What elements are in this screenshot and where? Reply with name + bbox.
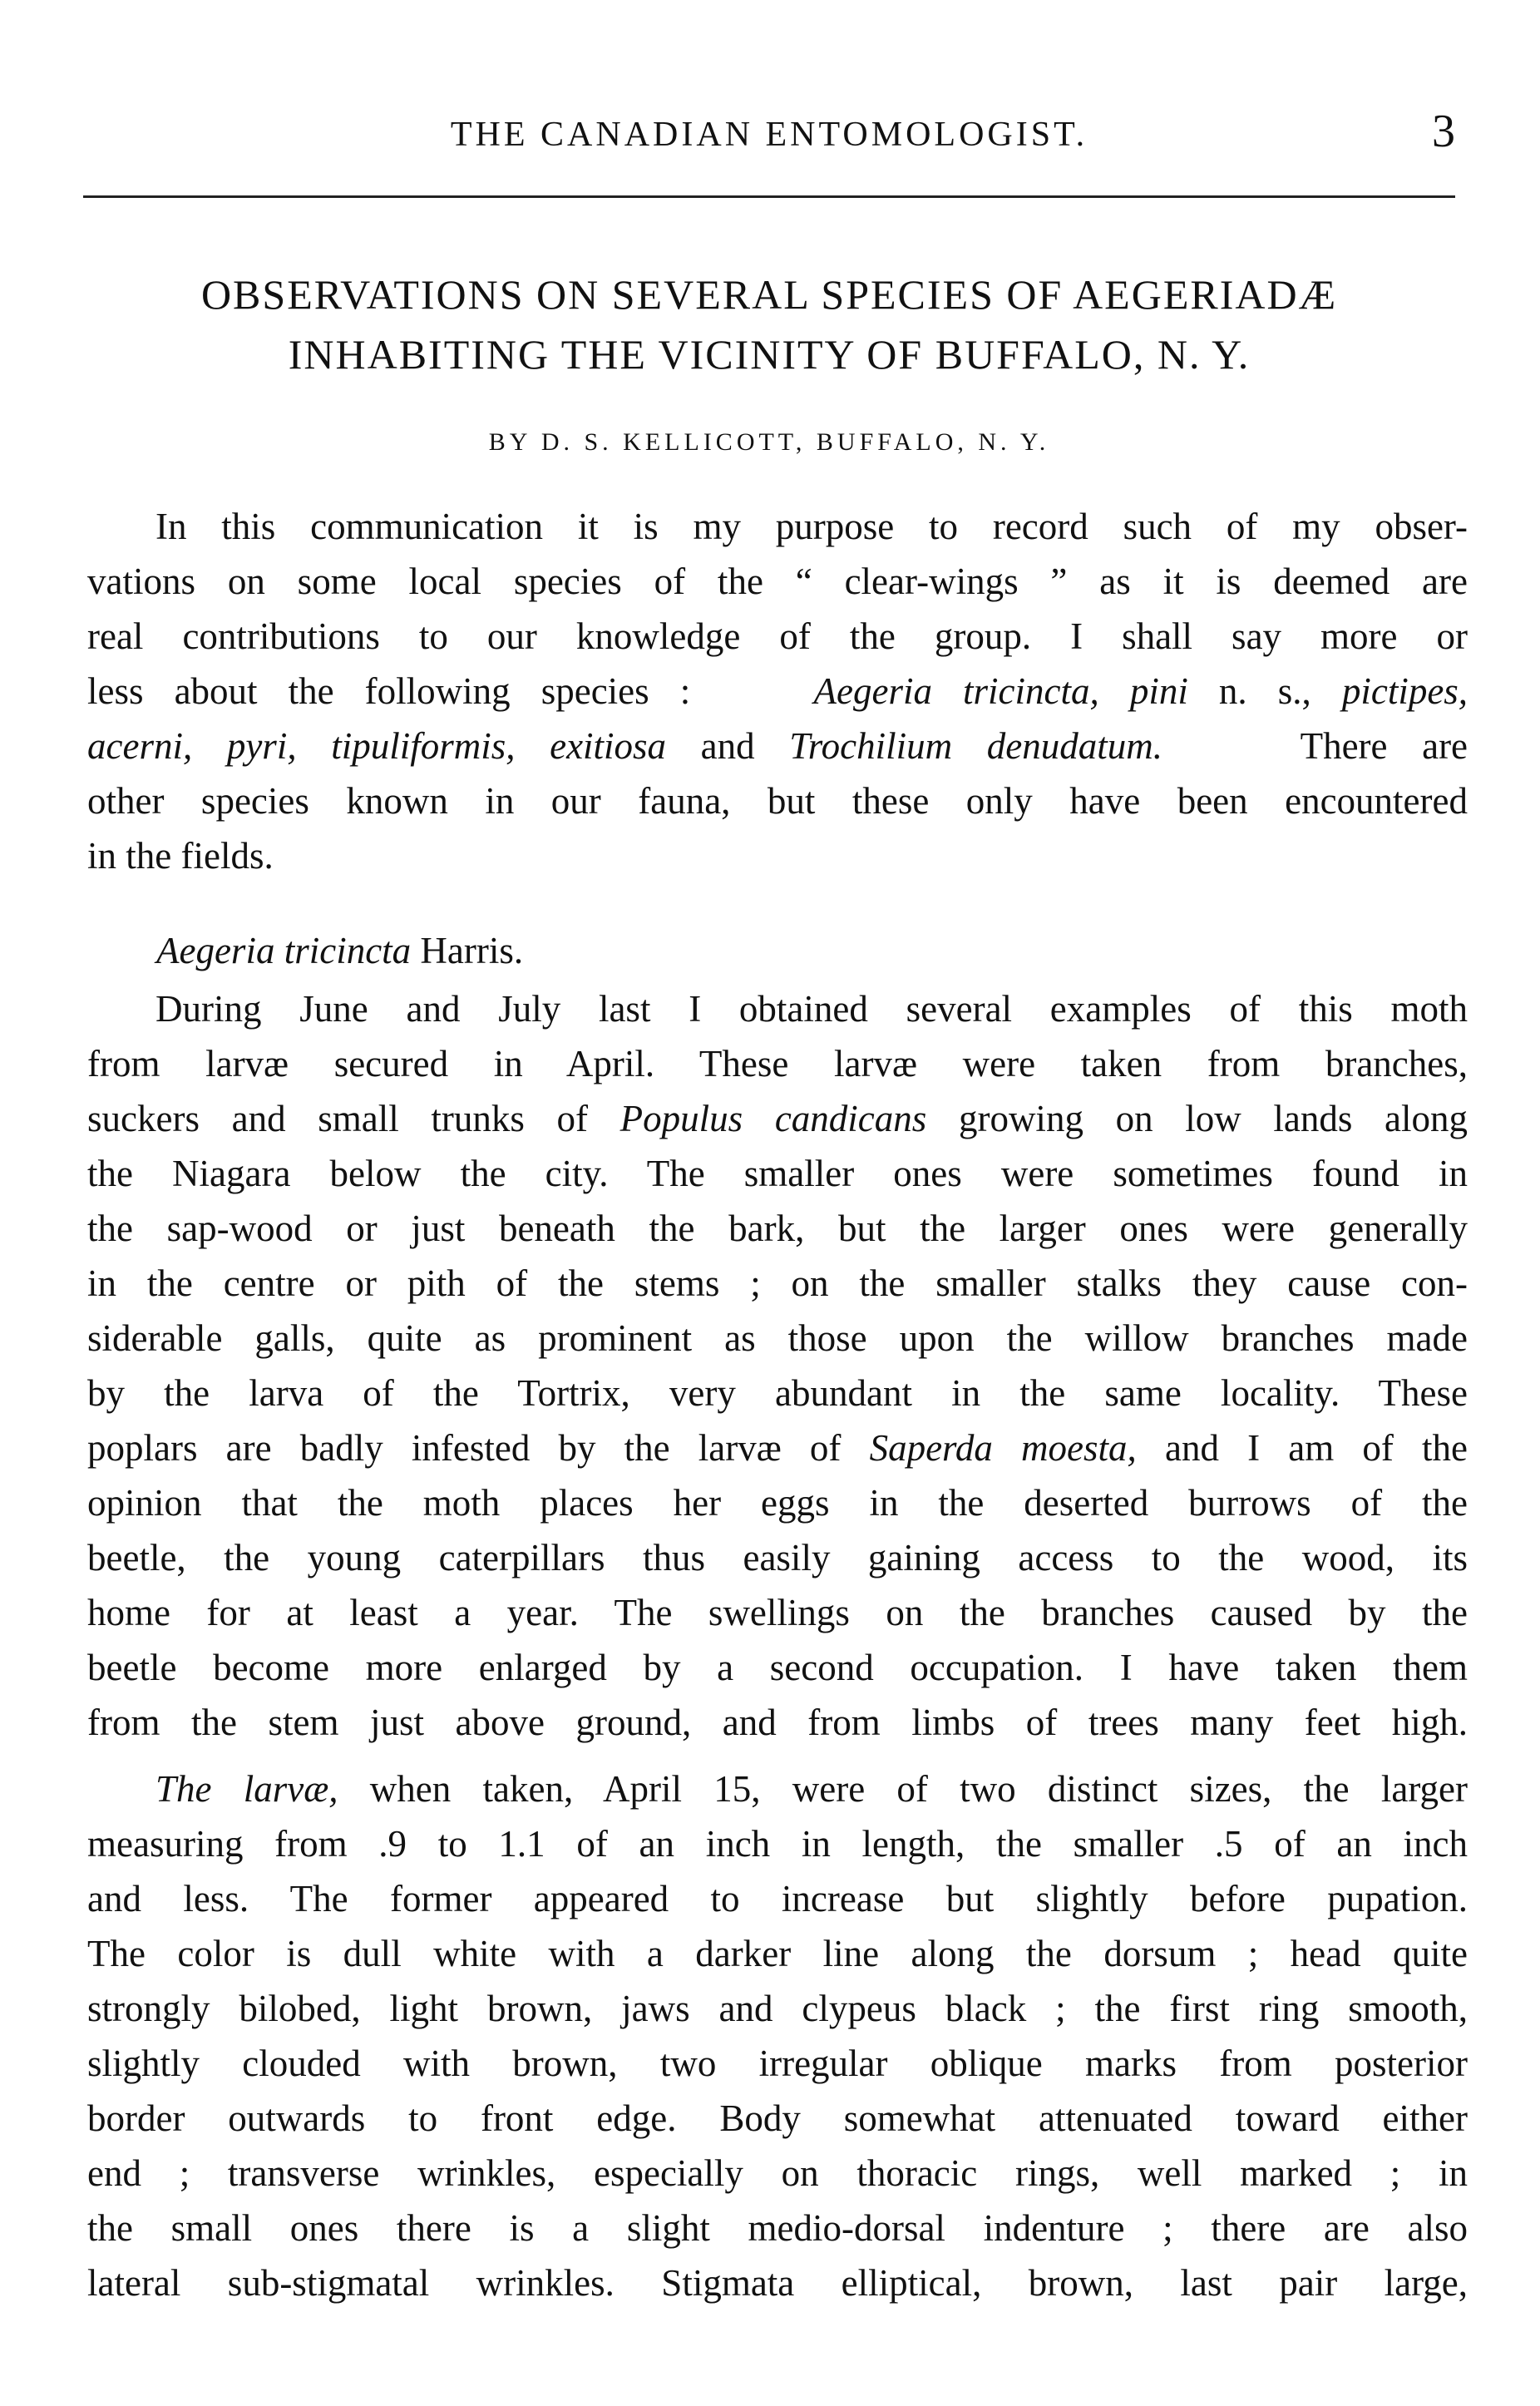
text-line: In this communication it is my purpose to record such of my obser-	[155, 506, 1468, 547]
body-paragraph-2	[87, 1761, 1468, 2310]
text-line: in the centre or pith of the stems ; on the smaller stalks they cause con-	[87, 1262, 1468, 1304]
text-line: vations on some local species of the “ clear-wings ” as it is deemed are	[87, 561, 1468, 602]
text-line: siderable galls, quite as prominent as those upon the willow branches made	[87, 1317, 1468, 1359]
text-line: slightly clouded with brown, two irregular oblique marks from posterior	[87, 2043, 1468, 2084]
article-title-line-1: OBSERVATIONS ON SEVERAL SPECIES OF AEGERIADÆ	[200, 271, 1338, 318]
text-line: the Niagara below the city. The smaller ones were sometimes found in	[87, 1153, 1468, 1194]
species-name: Aegeria tricincta,	[813, 670, 1099, 712]
section-heading	[156, 923, 523, 978]
article-title	[83, 264, 1455, 384]
text-run: and	[700, 725, 755, 767]
text-line: the sap-wood or just beneath the bark, but the larger ones were generally	[87, 1208, 1468, 1249]
text-run: growing on low lands along	[958, 1098, 1468, 1139]
text-line: strongly bilobed, light brown, jaws and clypeus black ; the first ring smooth,	[87, 1988, 1468, 2029]
species-name: exitiosa	[550, 725, 667, 767]
species-name: Populus candicans	[619, 1098, 927, 1139]
text-line	[87, 664, 1468, 719]
species-name: pini	[1129, 670, 1188, 712]
text-line: beetle, the young caterpillars thus easily gaining access to the wood, its	[87, 1537, 1468, 1578]
text-line: end ; transverse wrinkles, especially on thoracic rings, well marked ; in	[87, 2152, 1468, 2194]
article-title-line-2: INHABITING THE VICINITY OF BUFFALO, N. Y.	[288, 331, 1251, 378]
text-run: poplars are badly infested by the larvæ of	[87, 1427, 842, 1469]
text-line: from the stem just above ground, and from limbs of trees many feet high.	[87, 1702, 1468, 1743]
text-run: when taken, April 15, were of two distinct sizes, the larger	[369, 1768, 1468, 1810]
term-larvae: The larvæ,	[155, 1768, 338, 1810]
text-line: other species known in our fauna, but these only have been encountered	[87, 780, 1468, 822]
species-name: Saperda moesta,	[869, 1427, 1137, 1469]
intro-paragraph	[87, 499, 1468, 883]
text-line: opinion that the moth places her eggs in the deserted burrows of the	[87, 1482, 1468, 1524]
species-name: tipuliformis,	[331, 725, 516, 767]
text-line: The color is dull white with a darker line along the dorsum ; head quite	[87, 1933, 1468, 1974]
species-name: Trochilium denudatum.	[789, 725, 1162, 767]
text-run: n. s.,	[1218, 670, 1311, 712]
text-line: lateral sub-stigmatal wrinkles. Stigmata elliptical, brown, last pair large,	[87, 2262, 1468, 2304]
text-line: beetle become more enlarged by a second occupation. I have taken them	[87, 1647, 1468, 1688]
byline: BY D. S. KELLICOTT, BUFFALO, N. Y.	[488, 428, 1050, 456]
text-run: and I am of the	[1164, 1427, 1468, 1469]
running-head	[83, 100, 1455, 166]
species-name: pyri,	[226, 725, 297, 767]
body-paragraph-1	[87, 981, 1468, 1750]
text-line: measuring from .9 to 1.1 of an inch in length, the smaller .5 of an inch	[87, 1823, 1468, 1865]
text-line	[87, 1091, 1468, 1146]
text-line: the small ones there is a slight medio-dorsal indenture ; there are also	[87, 2207, 1468, 2249]
text-line: real contributions to our knowledge of the group. I shall say more or	[87, 615, 1468, 657]
species-name: pictipes,	[1341, 670, 1468, 712]
text-line: in the fields.	[87, 835, 274, 877]
text-line: and less. The former appeared to increase but slightly before pupation.	[87, 1878, 1468, 1919]
text-run: less about the following species :	[87, 670, 691, 712]
text-line: border outwards to front edge. Body somewhat attenuated toward either	[87, 2097, 1468, 2139]
page-number: 3	[1432, 106, 1455, 157]
text-line: home for at least a year. The swellings on the branches caused by the	[87, 1592, 1468, 1633]
text-line	[87, 719, 1468, 773]
text-run: suckers and small trunks of	[87, 1098, 589, 1139]
section-author: Harris.	[420, 930, 524, 971]
species-name: acerni,	[87, 725, 193, 767]
text-line	[87, 1761, 1468, 1816]
section-species: Aegeria tricincta	[156, 930, 412, 971]
text-line: by the larva of the Tortrix, very abundant in the same locality. These	[87, 1372, 1468, 1414]
text-line	[87, 1420, 1468, 1475]
text-line: During June and July last I obtained several examples of this moth	[155, 988, 1468, 1030]
text-run: There are	[1300, 725, 1468, 767]
journal-title: THE CANADIAN ENTOMOLOGIST.	[450, 116, 1088, 154]
text-line: from larvæ secured in April. These larvæ were taken from branches,	[87, 1043, 1468, 1084]
header-rule	[83, 195, 1455, 198]
